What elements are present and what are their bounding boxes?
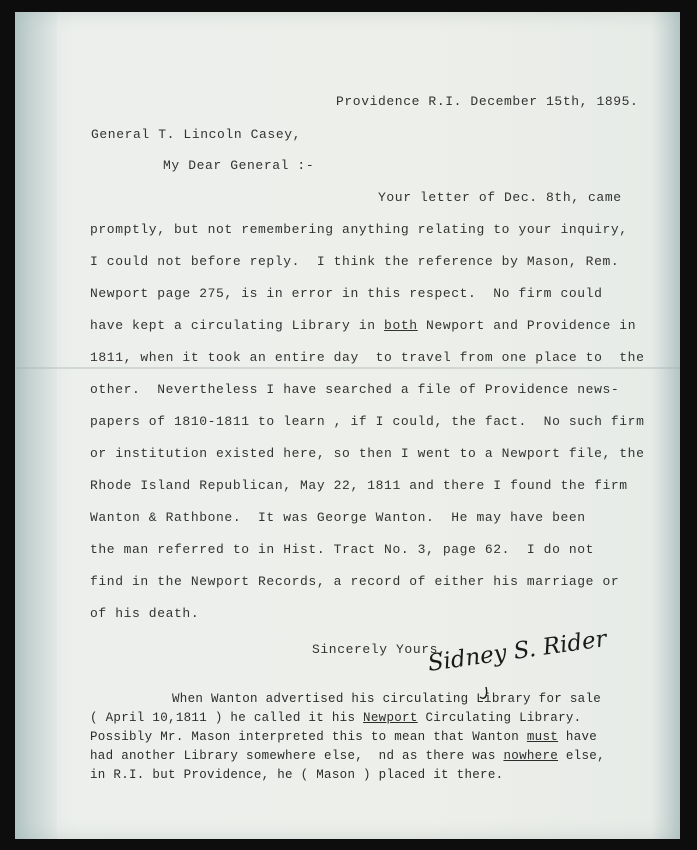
underlined-word: nowhere — [503, 749, 559, 763]
postscript-line: had another Library somewhere else, nd as there was nowhere else, — [90, 749, 605, 763]
signature-text: Sidney S. Rider — [426, 626, 609, 677]
salutation: My Dear General :- — [163, 158, 315, 173]
underlined-word: both — [384, 318, 418, 333]
body-line: 1811, when it took an entire day to travel from one place to the — [90, 350, 645, 365]
body-line: find in the Newport Records, a record of either his marriage or — [90, 574, 620, 589]
paper-fold — [15, 367, 680, 369]
body-line: of his death. — [90, 606, 200, 621]
body-line: other. Nevertheless I have searched a file of Providence news- — [90, 382, 620, 397]
body-line: promptly, but not remembering anything relating to your inquiry, — [90, 222, 628, 237]
underlined-word: Newport — [363, 711, 418, 725]
body-line: papers of 1810-1811 to learn , if I could, the fact. No such firm — [90, 414, 645, 429]
body-line: I could not before reply. I think the reference by Mason, Rem. — [90, 254, 620, 269]
paper-edge-shadow-right — [652, 12, 680, 839]
postscript-line: Possibly Mr. Mason interpreted this to mean that Wanton must have — [90, 730, 598, 744]
paper-edge-shadow — [15, 12, 57, 839]
dateline: Providence R.I. December 15th, 1895. — [336, 94, 639, 109]
underlined-word: must — [526, 730, 559, 744]
body-line: have kept a circulating Library in both Newport and Providence in — [90, 318, 637, 333]
body-line: Wanton & Rathbone. It was George Wanton. He may have been — [90, 510, 586, 525]
body-line: or institution existed here, so then I went to a Newport file, the — [90, 446, 645, 461]
addressee: General T. Lincoln Casey, — [91, 127, 302, 142]
postscript-line: When Wanton advertised his circulating Library for sale — [172, 692, 602, 706]
postscript-line: in R.I. but Providence, he ( Mason ) placed it there. — [90, 768, 504, 782]
body-line: Newport page 275, is in error in this respect. No firm could — [90, 286, 603, 301]
body-line: Rhode Island Republican, May 22, 1811 and there I found the firm — [90, 478, 628, 493]
postscript-line: ( April 10,1811 ) he called it his Newport Circulating Library. — [90, 711, 582, 725]
body-line: Your letter of Dec. 8th, came — [378, 190, 622, 205]
closing: Sincerely Yours, — [312, 642, 447, 657]
body-line: the man referred to in Hist. Tract No. 3, page 62. I do not — [90, 542, 595, 557]
